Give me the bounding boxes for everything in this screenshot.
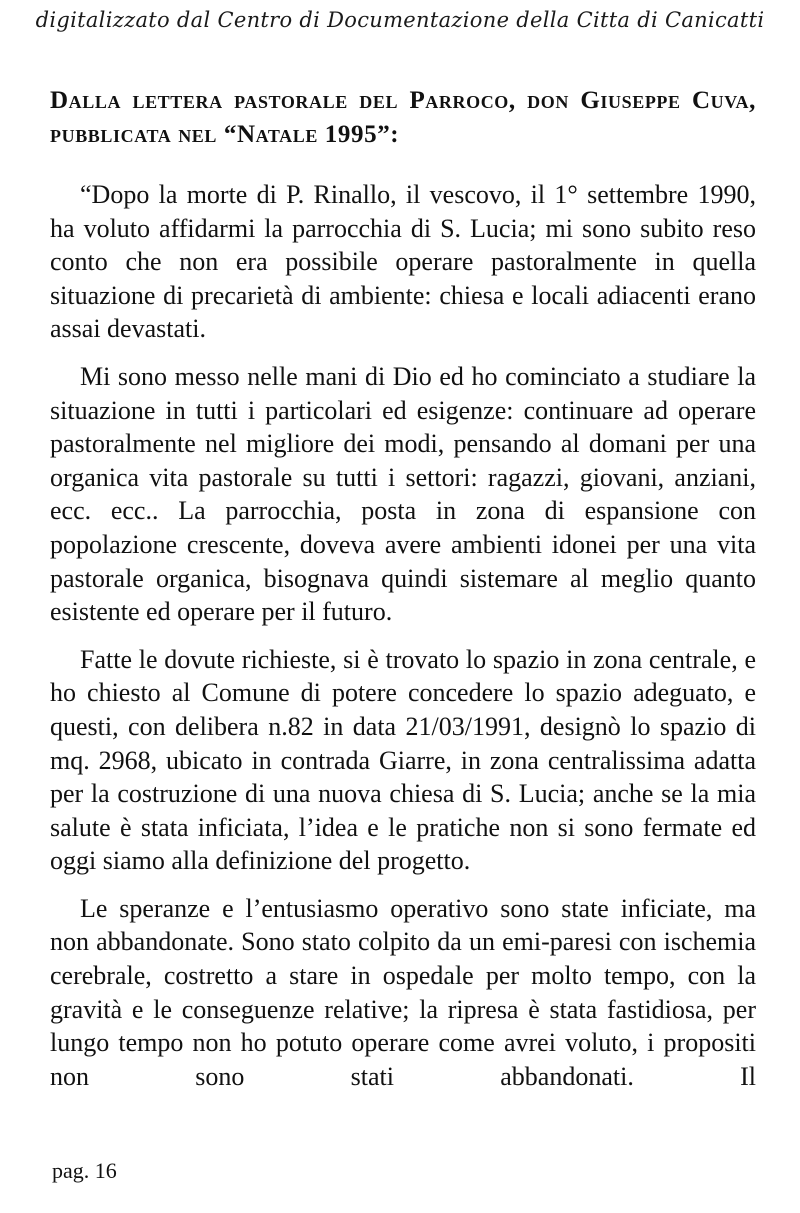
paragraph-3: Fatte le dovute richieste, si è trovato lo spazio in zona centrale, e ho chiesto al Comune di potere concedere lo spazio adeguato, e questi, con delibera n.82 in data 21/03/1991, designò lo spazio di mq. 2968, ubicato in contrada Giarre, in zona centralissima adatta per la costruzione di una nuova chiesa di S. Lucia; anche se la mia salute è stata inficiata, l’idea e le pratiche non si sono fermate ed oggi siamo alla definizione del progetto.	[50, 644, 756, 876]
page-number: pag. 16	[52, 1158, 117, 1183]
page-heading: Dalla lettera pastorale del Parroco, don Giuseppe Cuva, pubblicata nel “Natale 1995”:	[50, 87, 756, 148]
digitization-watermark: digitalizzato dal Centro di Documentazione della Citta di Canicatti	[35, 8, 765, 32]
paragraph-1: “Dopo la morte di P. Rinallo, il vescovo, il 1° settembre 1990, ha voluto affidarmi la parrocchia di S. Lucia; mi sono subito reso conto che non era possibile operare pastoralmente in quella situazione di precarietà di ambiente: chiesa e locali adiacenti erano assai devastati.	[50, 180, 756, 344]
letter-body	[50, 178, 756, 1107]
paragraph-2: Mi sono messo nelle mani di Dio ed ho cominciato a studiare la situazione in tutti i particolari ed esigenze: continuare ad operare pastoralmente nel migliore dei modi, pensando al domani per una organica vita pastorale su tutti i settori: ragazzi, giovani, anziani, ecc. ecc.. La parrocchia, posta in zona di espansione con popolazione crescente, doveva avere ambienti idonei per una vita pastorale organica, bisognava quindi sistemare al meglio quanto esistente ed operare per il futuro.	[50, 361, 756, 627]
paragraph-4: Le speranze e l’entusiasmo operativo sono state inficiate, ma non abbandonate. Sono stato colpito da un emi-paresi con ischemia cerebrale, costretto a stare in ospedale per molto tempo, con la gravità e le conseguenze relative; la ripresa è stata fastidiosa, per lungo tempo non ho potuto operare come avrei voluto, i propositi non sono stati abbandonati. Il	[50, 893, 756, 1091]
